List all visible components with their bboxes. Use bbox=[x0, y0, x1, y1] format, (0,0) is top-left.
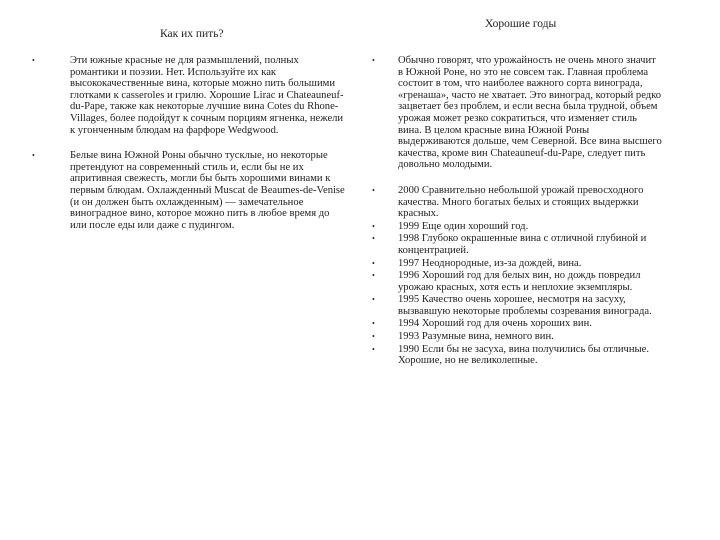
list-item bbox=[372, 220, 663, 233]
list-item-text: Обычно говорят, что урожайность не очень много значит в Южной Роне, но это не совсем так. Главная проблема состоит в том, что наиболее важного сорта винограда, «гренаша», часто не хватает. Это виноград, который редко зацветает без проблем, и если весна была трудной, объем урожая может резко сократиться, что изменяет стиль вина. В целом красные вина Южной Роны выдерживаются дольше, чем Северной. Все вина высшего качества, кроме вин Chateauneuf-du-Pape, следует пить довольно молодыми. bbox=[398, 55, 662, 171]
list-item-text: 1999 Еще один хороший год. bbox=[398, 220, 529, 232]
list-item-text: 1993 Разумные вина, немного вин. bbox=[398, 331, 554, 343]
list-item-text: Белые вина Южной Роны обычно тусклые, но некоторые претендуют на современный стиль и, если бы не их апритивная свежесть, могли бы быть хорошими винами к первым блюдам. Охлажденный Muscat de Beaumes-de-Venise (и он должен быть охлажденным) — замечательное виноградное вино, которое можно пить в любое время до или после еды или даже с пудингом. bbox=[70, 150, 345, 231]
list-item-text: Эти южные красные не для размышлений, полных романтики и поэзии. Нет. Используйте их как высококачественные вина, которые можно пить большими глотками к casseroles и грилю. Хорошие Lirac и Chateauneuf-du-Pape, также как некоторые лучшие вина Cotes du Rhone-Villages, более подойдут к сочным порциям ягненка, нежели к угонченным блюдам на фарфоре Wedgwood. bbox=[70, 55, 344, 136]
right-bullet-list bbox=[372, 55, 663, 367]
right-heading: Хорошие годы bbox=[485, 18, 557, 30]
list-item-text: 1997 Неоднородные, из-за дождей, вина. bbox=[398, 257, 582, 269]
bullet-icon: • bbox=[372, 319, 375, 329]
list-item-text: 1995 Качество очень хорошее, несмотря на засуху, вызвавшую некоторые проблемы созревания винограда. bbox=[398, 294, 652, 317]
bullet-icon: • bbox=[372, 271, 375, 281]
list-item bbox=[372, 270, 663, 293]
list-item-text: 1994 Хороший год для очень хороших вин. bbox=[398, 318, 592, 330]
bullet-icon: • bbox=[372, 56, 375, 65]
left-bullet-list bbox=[32, 55, 348, 231]
bullet-icon: • bbox=[372, 221, 375, 231]
list-item bbox=[372, 318, 663, 330]
list-item bbox=[372, 55, 663, 171]
bullet-icon: • bbox=[372, 295, 375, 305]
list-item-text: 1996 Хороший год для белых вин, но дождь повредил урожаю красных, хотя есть и неплохие экземпляры. bbox=[398, 270, 641, 293]
list-item bbox=[372, 331, 663, 343]
list-item-text: 1990 Если бы не засуха, вина получились бы отличные. Хорошие, но не великолепные. bbox=[398, 343, 650, 367]
list-item bbox=[372, 257, 663, 270]
list-item bbox=[32, 55, 348, 136]
bullet-icon: • bbox=[372, 185, 375, 195]
bullet-icon: • bbox=[372, 234, 375, 244]
bullet-icon: • bbox=[32, 56, 35, 65]
bullet-icon: • bbox=[372, 344, 375, 354]
bullet-icon: • bbox=[372, 258, 375, 268]
bullet-icon: • bbox=[372, 332, 375, 342]
list-item-text: 2000 Сравнительно небольшой урожай превосходного качества. Много богатых белых и стоящих выдержки красных. bbox=[398, 184, 644, 220]
list-item bbox=[32, 150, 348, 231]
left-heading: Как их пить? bbox=[160, 28, 224, 40]
list-item bbox=[372, 184, 663, 220]
list-item bbox=[372, 294, 663, 317]
list-item bbox=[372, 233, 663, 256]
list-item-text: 1998 Глубоко окрашенные вина с отличной глубиной и концентрацией. bbox=[398, 233, 647, 256]
bullet-icon: • bbox=[32, 151, 35, 161]
list-item bbox=[372, 343, 663, 367]
